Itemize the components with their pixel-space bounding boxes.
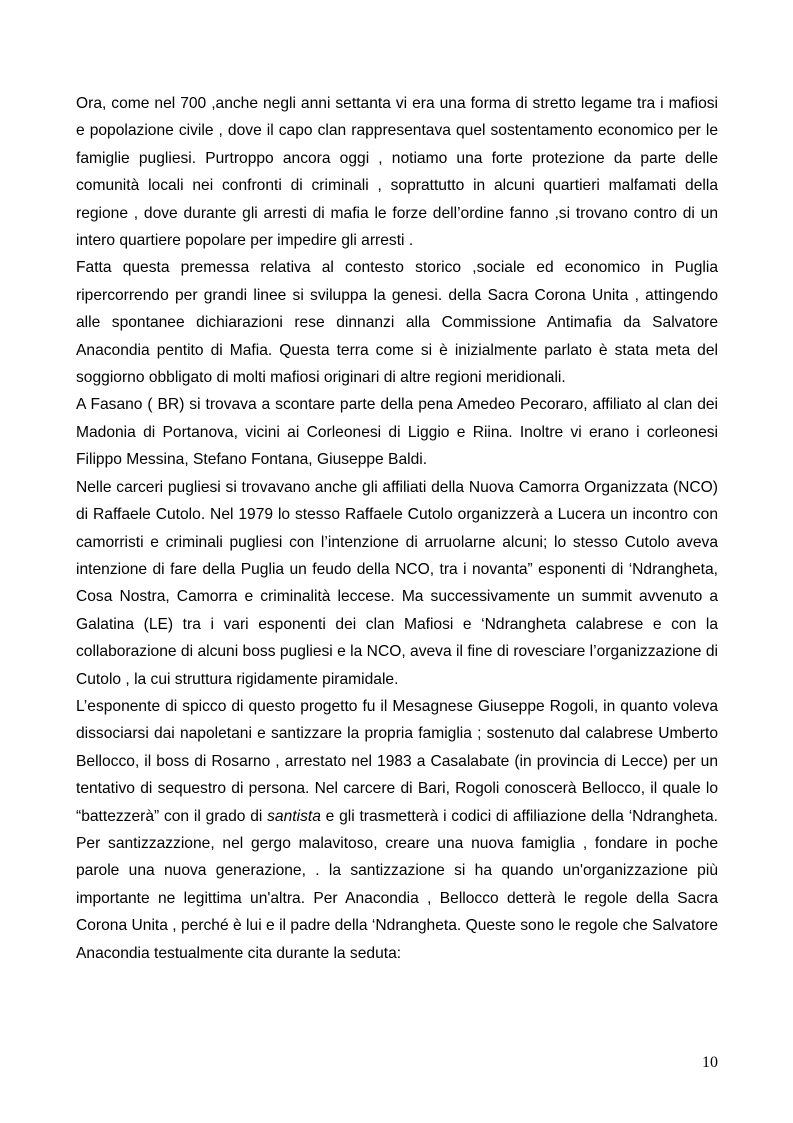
page-body <box>76 90 718 967</box>
paragraph-5-text-before: L’esponente di spicco di questo progetto fu il Mesagnese Giuseppe Rogoli, in quanto voleva dissociarsi dai napoletani e santizzare la propria famiglia ; sostenuto dal calabrese Umberto Bellocco, il boss di Rosarno , arrestato nel 1983 a Casalabate (in provincia di Lecce) per un tentativo di sequestro di persona. Nel carcere di Bari, Rogoli conoscerà Bellocco, il quale lo “battezzerà” con il grado di <box>76 697 718 825</box>
paragraph-3: A Fasano ( BR) si trovava a scontare parte della pena Amedeo Pecoraro, affiliato al clan dei Madonia di Portanova, vicini ai Corleonesi di Liggio e Riina. Inoltre vi erano i corleonesi Filippo Messina, Stefano Fontana, Giuseppe Baldi. <box>76 396 718 469</box>
paragraph-5-emphasis: santista <box>267 807 321 825</box>
paragraph-5 <box>76 693 718 967</box>
page-number: 10 <box>702 1054 718 1071</box>
paragraph-1: Ora, come nel 700 ,anche negli anni settanta vi era una forma di stretto legame tra i mafiosi e popolazione civile , dove il capo clan rappresentava quel sostentamento economico per le famiglie pugliesi. Purtroppo ancora oggi , notiamo una forte protezione da parte delle comunità locali nei confronti di criminali , soprattutto in alcuni quartieri malfamati della regione , dove durante gli arresti di mafia le forze dell’ordine fanno ,si trovano contro di un intero quartiere popolare per impedire gli arresti . <box>76 95 718 250</box>
paragraph-4: Nelle carceri pugliesi si trovavano anche gli affiliati della Nuova Camorra Organizzata (NCO) di Raffaele Cutolo. Nel 1979 lo stesso Raffaele Cutolo organizzerà a Lucera un incontro con camorristi e criminali pugliesi con l’intenzione di arruolarne alcuni; lo stesso Cutolo aveva intenzione di fare della Puglia un feudo della NCO, tra i novanta” esponenti di ‘Ndrangheta, Cosa Nostra, Camorra e criminalità leccese. Ma successivamente un summit avvenuto a Galatina (LE) tra i vari esponenti dei clan Mafiosi e ‘Ndrangheta calabrese e con la collaborazione di alcuni boss pugliesi e la NCO, aveva il fine di rovesciare l’organizzazione di Cutolo , la cui struttura rigidamente piramidale. <box>76 478 718 688</box>
paragraph-5-text-after: e gli trasmetterà i codici di affiliazione della ‘Ndrangheta. Per santizzazzione, nel gergo malavitoso, creare una nuova famiglia , fondare in poche parole una nuova generazione, . la santizzazione si ha quando un'organizzazione più importante ne legittima un'altra. Per Anacondia , Bellocco detterà le regole della Sacra Corona Unita , perché è lui e il padre della ‘Ndrangheta. Queste sono le regole che Salvatore Anacondia testualmente cita durante la seduta: <box>76 807 719 962</box>
paragraph-2: Fatta questa premessa relativa al contesto storico ,sociale ed economico in Puglia ripercorrendo per grandi linee si sviluppa la genesi. della Sacra Corona Unita , attingendo alle spontanee dichiarazioni rese dinnanzi alla Commissione Antimafia da Salvatore Anacondia pentito di Mafia. Questa terra come si è inizialmente parlato è stata meta del soggiorno obbligato di molti mafiosi originari di altre regioni meridionali. <box>76 259 718 387</box>
